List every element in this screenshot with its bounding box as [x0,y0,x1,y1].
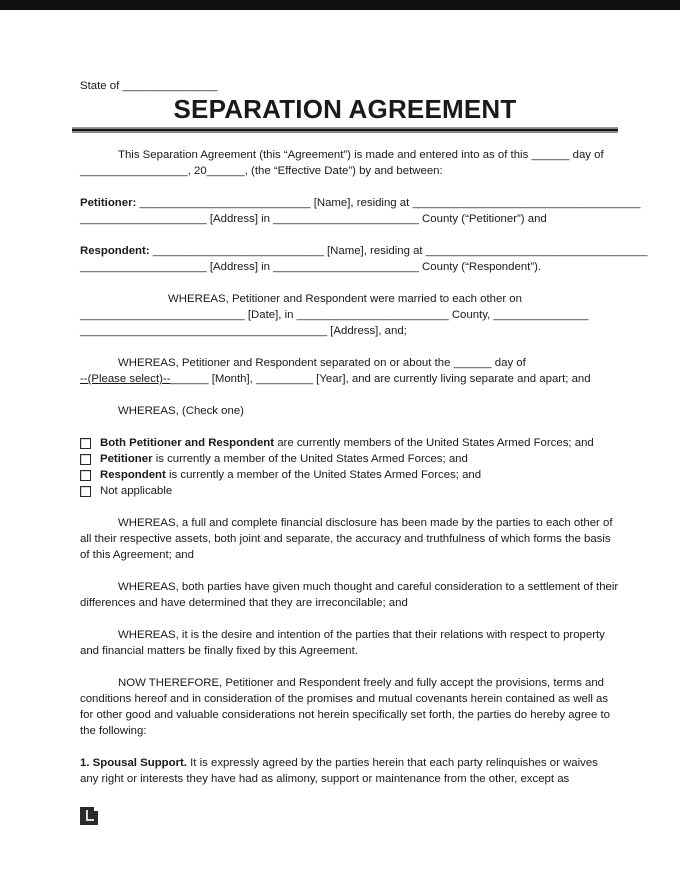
checkbox-row-petitioner [80,451,610,467]
checkbox-row-not-applicable [80,483,610,499]
checkbox[interactable] [80,470,91,481]
document-page [0,78,680,825]
month-select-dropdown[interactable]: --(Please select)-- [80,373,171,385]
doc-line: This Separation Agreement (this “Agreement”) is made and entered into as of this ______ day of [118,149,604,161]
logo-corner-notch [94,807,98,811]
doc-line: WHEREAS, a full and complete financial disclosure has been made by the parties to each other of [118,517,613,529]
whereas-settlement-paragraph [80,579,619,611]
doc-line: of this Agreement; and [80,549,194,561]
doc-line: conditions hereof and in consideration of the promises and mutual covenants herein contained as well as [80,693,609,705]
checkbox-label: Petitioner is currently a member of the United States Armed Forces; and [100,453,468,465]
doc-line: WHEREAS, (Check one) [118,405,244,417]
checkbox-label: Both Petitioner and Respondent are currently members of the United States Armed Forces; and [100,437,594,449]
checkbox-row-respondent [80,467,610,483]
checkbox[interactable] [80,438,91,449]
doc-line: all their respective assets, both joint and separate, the accuracy and truthfulness of which forms the basis [80,533,611,545]
armed-forces-checkbox-group [80,435,610,499]
doc-line: differences and have determined that they are irreconcilable; and [80,597,408,609]
doc-line: ____________________ [Address] in _______________________ County (“Petitioner”) and [80,213,547,225]
doc-line [80,195,641,211]
whereas-married-paragraph [80,291,610,339]
logo-l-glyph [86,810,94,821]
doc-line: for other good and valuable considerations not herein specifically set forth, the parties do hereby agree to [80,709,610,721]
doc-line: __________________________ [Date], in ________________________ County, _______________ [80,309,589,321]
intro-paragraph [80,147,610,179]
legal-templates-logo-icon [80,807,98,825]
doc-line: NOW THEREFORE, Petitioner and Respondent freely and fully accept the provisions, terms and [118,677,605,689]
title-rule [72,127,618,133]
state-of-blank-field[interactable]: _______________ [122,80,218,92]
doc-line: 1. Spousal Support. It is expressly agreed by the parties herein that each party relinquishes or waives [80,757,598,769]
doc-line: the following: [80,725,147,737]
whereas-check-one [80,403,610,419]
petitioner-paragraph [80,195,641,227]
doc-line [80,243,648,259]
section-1-heading: 1. Spousal Support. [80,757,187,769]
doc-line: WHEREAS, it is the desire and intention of the parties that their relations with respect to property [118,629,605,641]
doc-line: WHEREAS, Petitioner and Respondent separated on or about the ______ day of [118,357,526,369]
petitioner-name-blank[interactable]: ___________________________ [Name], residing at ____________________________________ [136,197,641,209]
doc-line [80,371,610,387]
state-of-line [80,78,610,94]
checkbox-row-both [80,435,610,451]
respondent-paragraph [80,243,648,275]
document-body [80,147,648,825]
doc-line: WHEREAS, both parties have given much thought and careful consideration to a settlement of their [118,581,619,593]
respondent-label: Respondent: [80,245,150,257]
doc-line: _________________, 20______, (the “Effective Date”) by and between: [80,165,443,177]
doc-line: WHEREAS, Petitioner and Respondent were married to each other on [168,293,522,305]
doc-line: _______________________________________ [Address], and; [80,325,407,337]
respondent-name-blank[interactable]: ___________________________ [Name], residing at ___________________________________ [149,245,648,257]
doc-line: any right or interests they have had as alimony, support or maintenance from the other, except as [80,773,570,785]
top-black-bar [0,0,680,10]
checkbox[interactable] [80,486,91,497]
now-therefore-paragraph [80,675,610,739]
checkbox[interactable] [80,454,91,465]
doc-line: and financial matters be finally fixed by this Agreement. [80,645,358,657]
doc-line-rest: ______ [Month], _________ [Year], and are currently living separate and apart; and [170,373,591,385]
petitioner-label: Petitioner: [80,197,137,209]
spousal-support-section [80,755,610,787]
state-of-label: State of [80,80,123,92]
whereas-desire-paragraph [80,627,610,659]
whereas-financial-paragraph [80,515,613,563]
checkbox-label: Respondent is currently a member of the United States Armed Forces; and [100,469,482,481]
checkbox-label: Not applicable [100,485,173,497]
page-title: SEPARATION AGREEMENT [173,94,517,124]
whereas-separated-paragraph [80,355,610,387]
doc-line: ____________________ [Address] in _______________________ County (“Respondent”). [80,261,542,273]
